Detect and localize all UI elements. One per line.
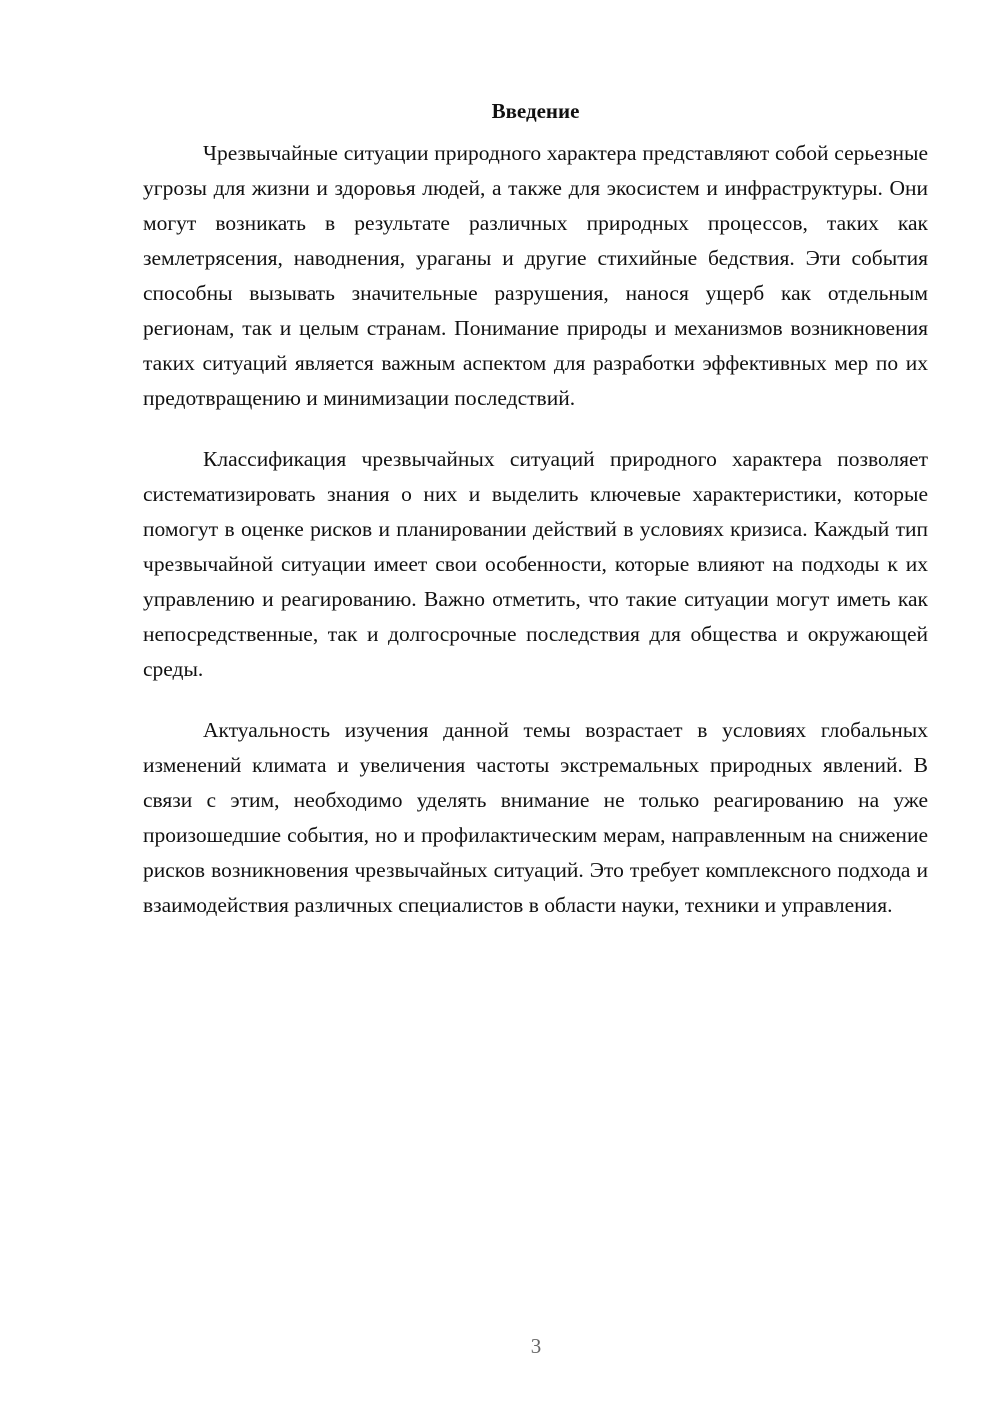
paragraph-3: Актуальность изучения данной темы возрастает в условиях глобальных изменений климата и увеличения частоты экстремальных природных явлений. В связи с этим, необходимо уделять внимание не только реагированию на уже произошедшие события, но и профилактическим мерам, направленным на снижение рисков возникновения чрезвычайных ситуаций. Это требует комплексного подхода и взаимодействия различных специалистов в области науки, техники и управления. [143,718,928,917]
page-number: 3 [530,1334,542,1358]
section-heading: Введение [491,99,580,123]
paragraph-1: Чрезвычайные ситуации природного характера представляют собой серьезные угрозы для жизни и здоровья людей, а также для экосистем и инфраструктуры. Они могут возникать в результате различных природных процессов, таких как землетрясения, наводнения, ураганы и другие стихийные бедствия. Эти события способны вызывать значительные разрушения, нанося ущерб как отдельным регионам, так и целым странам. Понимание природы и механизмов возникновения таких ситуаций является важным аспектом для разработки эффективных мер по их предотвращению и минимизации последствий. [143,141,928,410]
page-content [143,96,928,949]
paragraph-2: Классификация чрезвычайных ситуаций природного характера позволяет систематизировать знания о них и выделить ключевые характеристики, которые помогут в оценке рисков и планировании действий в условиях кризиса. Каждый тип чрезвычайной ситуации имеет свои особенности, которые влияют на подходы к их управлению и реагированию. Важно отметить, что такие ситуации могут иметь как непосредственные, так и долгосрочные последствия для общества и окружающей среды. [143,447,928,681]
